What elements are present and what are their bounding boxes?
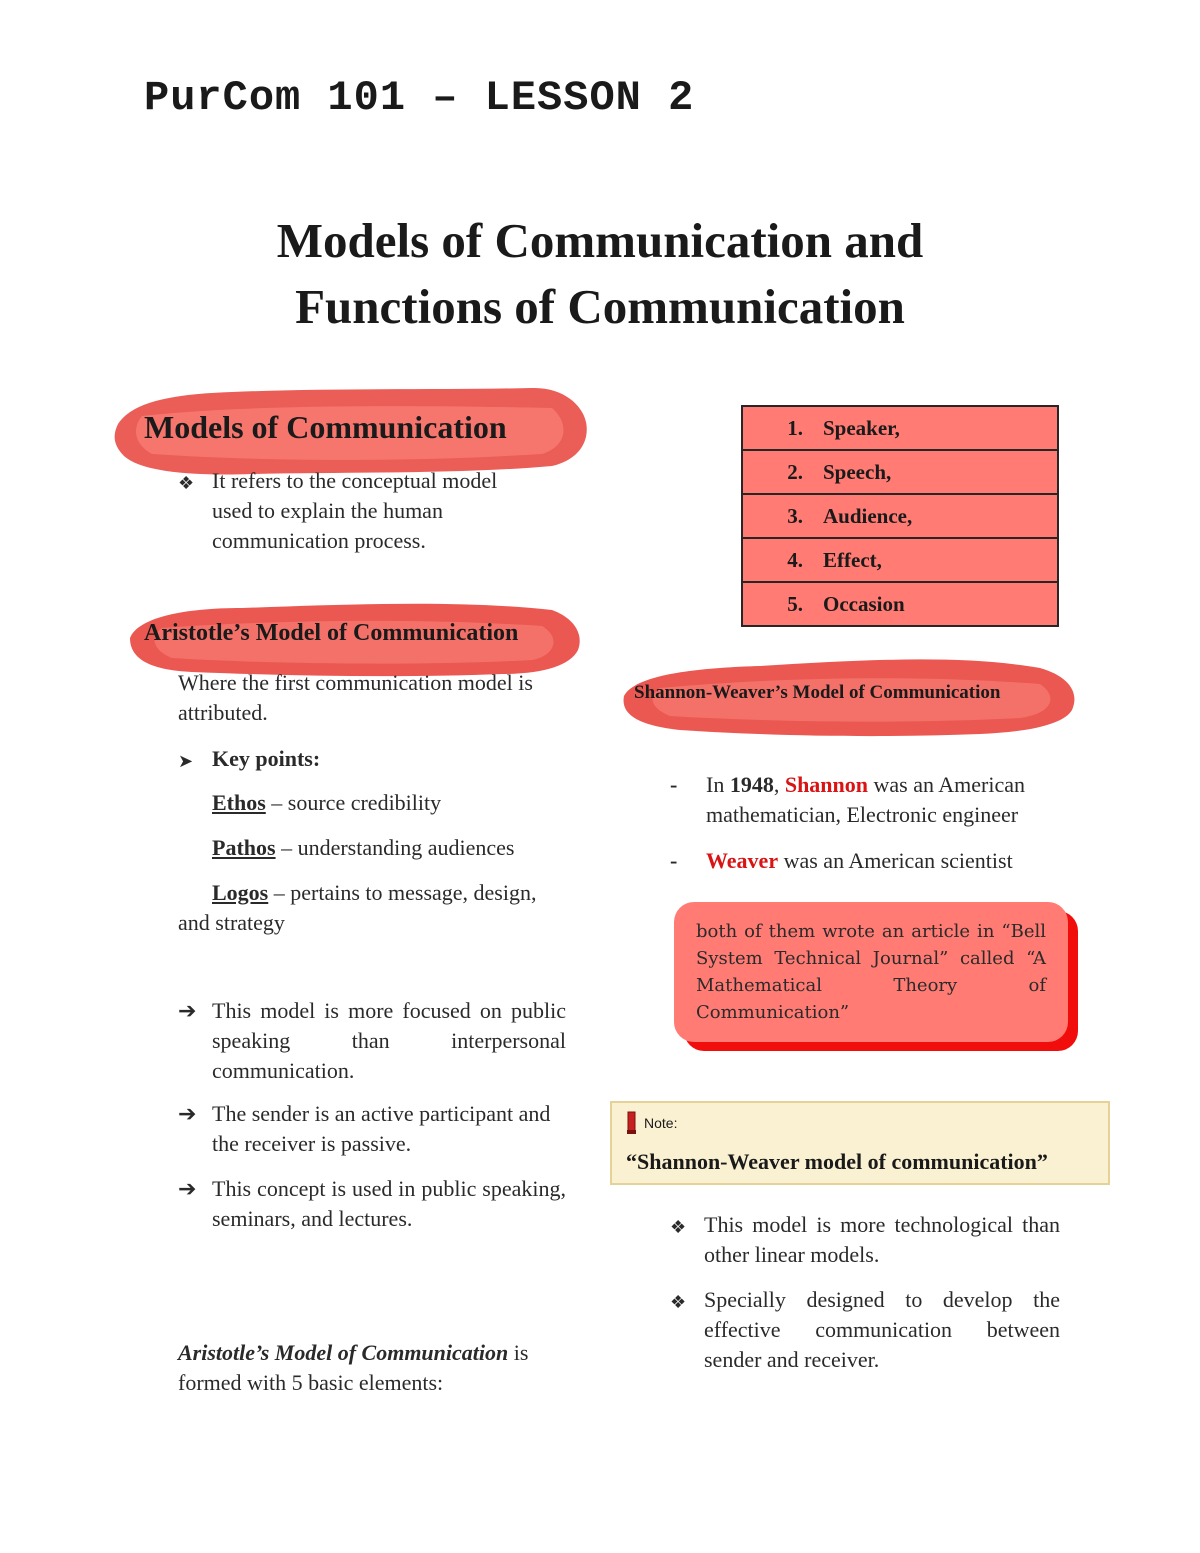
key-point-term: Ethos xyxy=(212,790,266,815)
shannon-model-bullet xyxy=(670,1285,1060,1375)
shannon-bullet-pre: In xyxy=(706,772,730,797)
arrow-right-icon: ➔ xyxy=(178,1176,197,1201)
element-label: Occasion xyxy=(823,591,905,616)
models-definition-text: It refers to the conceptual model used to explain the human communication process. xyxy=(212,468,498,553)
key-point-logos xyxy=(178,878,570,938)
key-point-term: Pathos xyxy=(212,835,276,860)
element-number: 1. xyxy=(787,415,803,440)
note-text: “Shannon-Weaver model of communication” xyxy=(626,1149,1048,1174)
table-row xyxy=(742,406,1058,450)
diamond-bullet-icon: ❖ xyxy=(670,1292,687,1312)
elements-table xyxy=(741,405,1059,627)
page-title xyxy=(0,208,1200,340)
arrow-right-icon: ➔ xyxy=(178,1101,197,1126)
key-point-pathos xyxy=(212,833,572,863)
aristotle-note xyxy=(178,1174,566,1234)
journal-callout: both of them wrote an article in “Bell System Technical Journal” called “A Mathematical Theory of Communication” xyxy=(674,902,1068,1042)
weaver-bullet-post: was an American scientist xyxy=(778,848,1013,873)
aristotle-closing xyxy=(178,1338,578,1398)
aristotle-intro: Where the first communication model is attributed. xyxy=(178,670,533,725)
shannon-model-bullet-text: Specially designed to develop the effective communication between sender and receiver. xyxy=(704,1287,1060,1372)
diamond-bullet-icon: ❖ xyxy=(178,473,195,493)
shannon-bullet xyxy=(670,770,1062,830)
weaver-bullet xyxy=(670,846,1062,876)
dash-bullet-icon: - xyxy=(670,772,678,797)
models-heading-brush xyxy=(112,384,590,476)
table-row xyxy=(742,494,1058,538)
table-row xyxy=(742,538,1058,582)
arrowhead-bullet-icon: ➤ xyxy=(178,751,194,771)
element-label: Audience, xyxy=(823,503,913,528)
shannon-name: Shannon xyxy=(784,772,869,797)
table-row xyxy=(742,582,1058,626)
key-points-label: Key points: xyxy=(212,746,321,771)
aristotle-note xyxy=(178,996,566,1086)
shannon-bullet-post: was an American mathematician, Electronic engineer xyxy=(706,772,1026,827)
shannon-heading: Shannon-Weaver’s Model of Communication xyxy=(634,682,1001,703)
arrow-right-icon: ➔ xyxy=(178,998,197,1023)
element-label: Speech, xyxy=(823,459,892,484)
shannon-comma: , xyxy=(773,772,785,797)
note-flag-icon xyxy=(626,1111,638,1135)
element-number: 5. xyxy=(787,591,803,616)
note-box xyxy=(610,1101,1110,1185)
key-point-desc: – pertains to message, design, and strategy xyxy=(178,880,537,935)
dash-bullet-icon: - xyxy=(670,848,678,873)
aristotle-closing-line-2: formed with 5 basic elements: xyxy=(178,1370,444,1395)
shannon-model-bullet xyxy=(670,1210,1060,1270)
aristotle-note xyxy=(178,1099,570,1159)
key-points-heading xyxy=(178,744,570,776)
diamond-bullet-icon: ❖ xyxy=(670,1217,687,1237)
element-label: Effect, xyxy=(823,547,882,572)
shannon-year: 1948 xyxy=(729,772,774,797)
lesson-title: PurCom 101 – LESSON 2 xyxy=(144,74,695,122)
models-definition xyxy=(178,466,538,556)
shannon-model-bullet-text: This model is more technological than other linear models. xyxy=(704,1212,1060,1267)
key-point-desc: – source credibility xyxy=(265,790,442,815)
aristotle-note-text: This model is more focused on public speaking than interpersonal communication. xyxy=(212,998,566,1083)
element-number: 2. xyxy=(787,459,803,484)
element-number: 4. xyxy=(787,547,803,572)
key-point-term: Logos xyxy=(212,880,269,905)
key-point-ethos xyxy=(212,788,572,818)
aristotle-closing-rest: is xyxy=(508,1340,529,1365)
page-title-line-2: Functions of Communication xyxy=(295,279,905,334)
table-row xyxy=(742,450,1058,494)
element-number: 3. xyxy=(787,503,803,528)
models-heading: Models of Communication xyxy=(144,409,507,445)
aristotle-closing-italic: Aristotle’s Model of Communication xyxy=(178,1340,509,1365)
aristotle-heading-brush xyxy=(122,598,584,678)
aristotle-note-text: This concept is used in public speaking, seminars, and lectures. xyxy=(212,1176,566,1231)
key-point-desc: – understanding audiences xyxy=(275,835,515,860)
element-label: Speaker, xyxy=(823,415,900,440)
weaver-name: Weaver xyxy=(706,848,779,873)
note-label: Note: xyxy=(644,1115,678,1131)
shannon-heading-brush xyxy=(620,654,1080,738)
aristotle-heading: Aristotle’s Model of Communication xyxy=(144,620,519,646)
page-title-line-1: Models of Communication and xyxy=(276,213,924,268)
aristotle-note-text: The sender is an active participant and the receiver is passive. xyxy=(212,1101,551,1156)
